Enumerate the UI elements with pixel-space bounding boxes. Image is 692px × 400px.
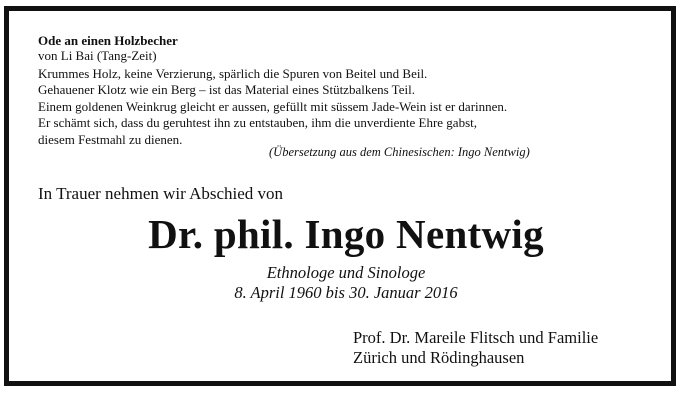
deceased-profession: Ethnologe und Sinologe bbox=[266, 263, 426, 282]
deceased-name: Dr. phil. Ingo Nentwig bbox=[148, 211, 544, 257]
poem-line: Gehauener Klotz wie ein Berg – ist das Material eines Stützbalkens Teil. bbox=[38, 82, 415, 98]
poem-author: von Li Bai (Tang-Zeit) bbox=[38, 48, 157, 63]
mourning-intro: In Trauer nehmen wir Abschied von bbox=[38, 184, 284, 203]
mourners-block bbox=[353, 328, 598, 368]
poem-title: Ode an einen Holzbecher bbox=[38, 33, 178, 48]
poem-line: diesem Festmahl zu dienen. bbox=[38, 131, 183, 147]
poem-line: Einem goldenen Weinkrug gleicht er aussen, gefüllt mit süssem Jade-Wein ist er darinnen. bbox=[38, 98, 508, 114]
mourner-places: Zürich und Rödinghausen bbox=[353, 348, 525, 367]
poem-text bbox=[38, 66, 507, 148]
mourner-names: Prof. Dr. Mareile Flitsch und Familie bbox=[353, 328, 599, 347]
life-dates: 8. April 1960 bis 30. Januar 2016 bbox=[234, 283, 458, 302]
poem-line: Er schämt sich, dass du geruhtest ihn zu entstauben, ihm die unverdiente Ehre gabst, bbox=[38, 115, 477, 131]
translation-credit: (Übersetzung aus dem Chinesischen: Ingo Nentwig) bbox=[269, 145, 530, 159]
poem-line: Krummes Holz, keine Verzierung, spärlich die Spuren von Beitel und Beil. bbox=[38, 66, 428, 81]
